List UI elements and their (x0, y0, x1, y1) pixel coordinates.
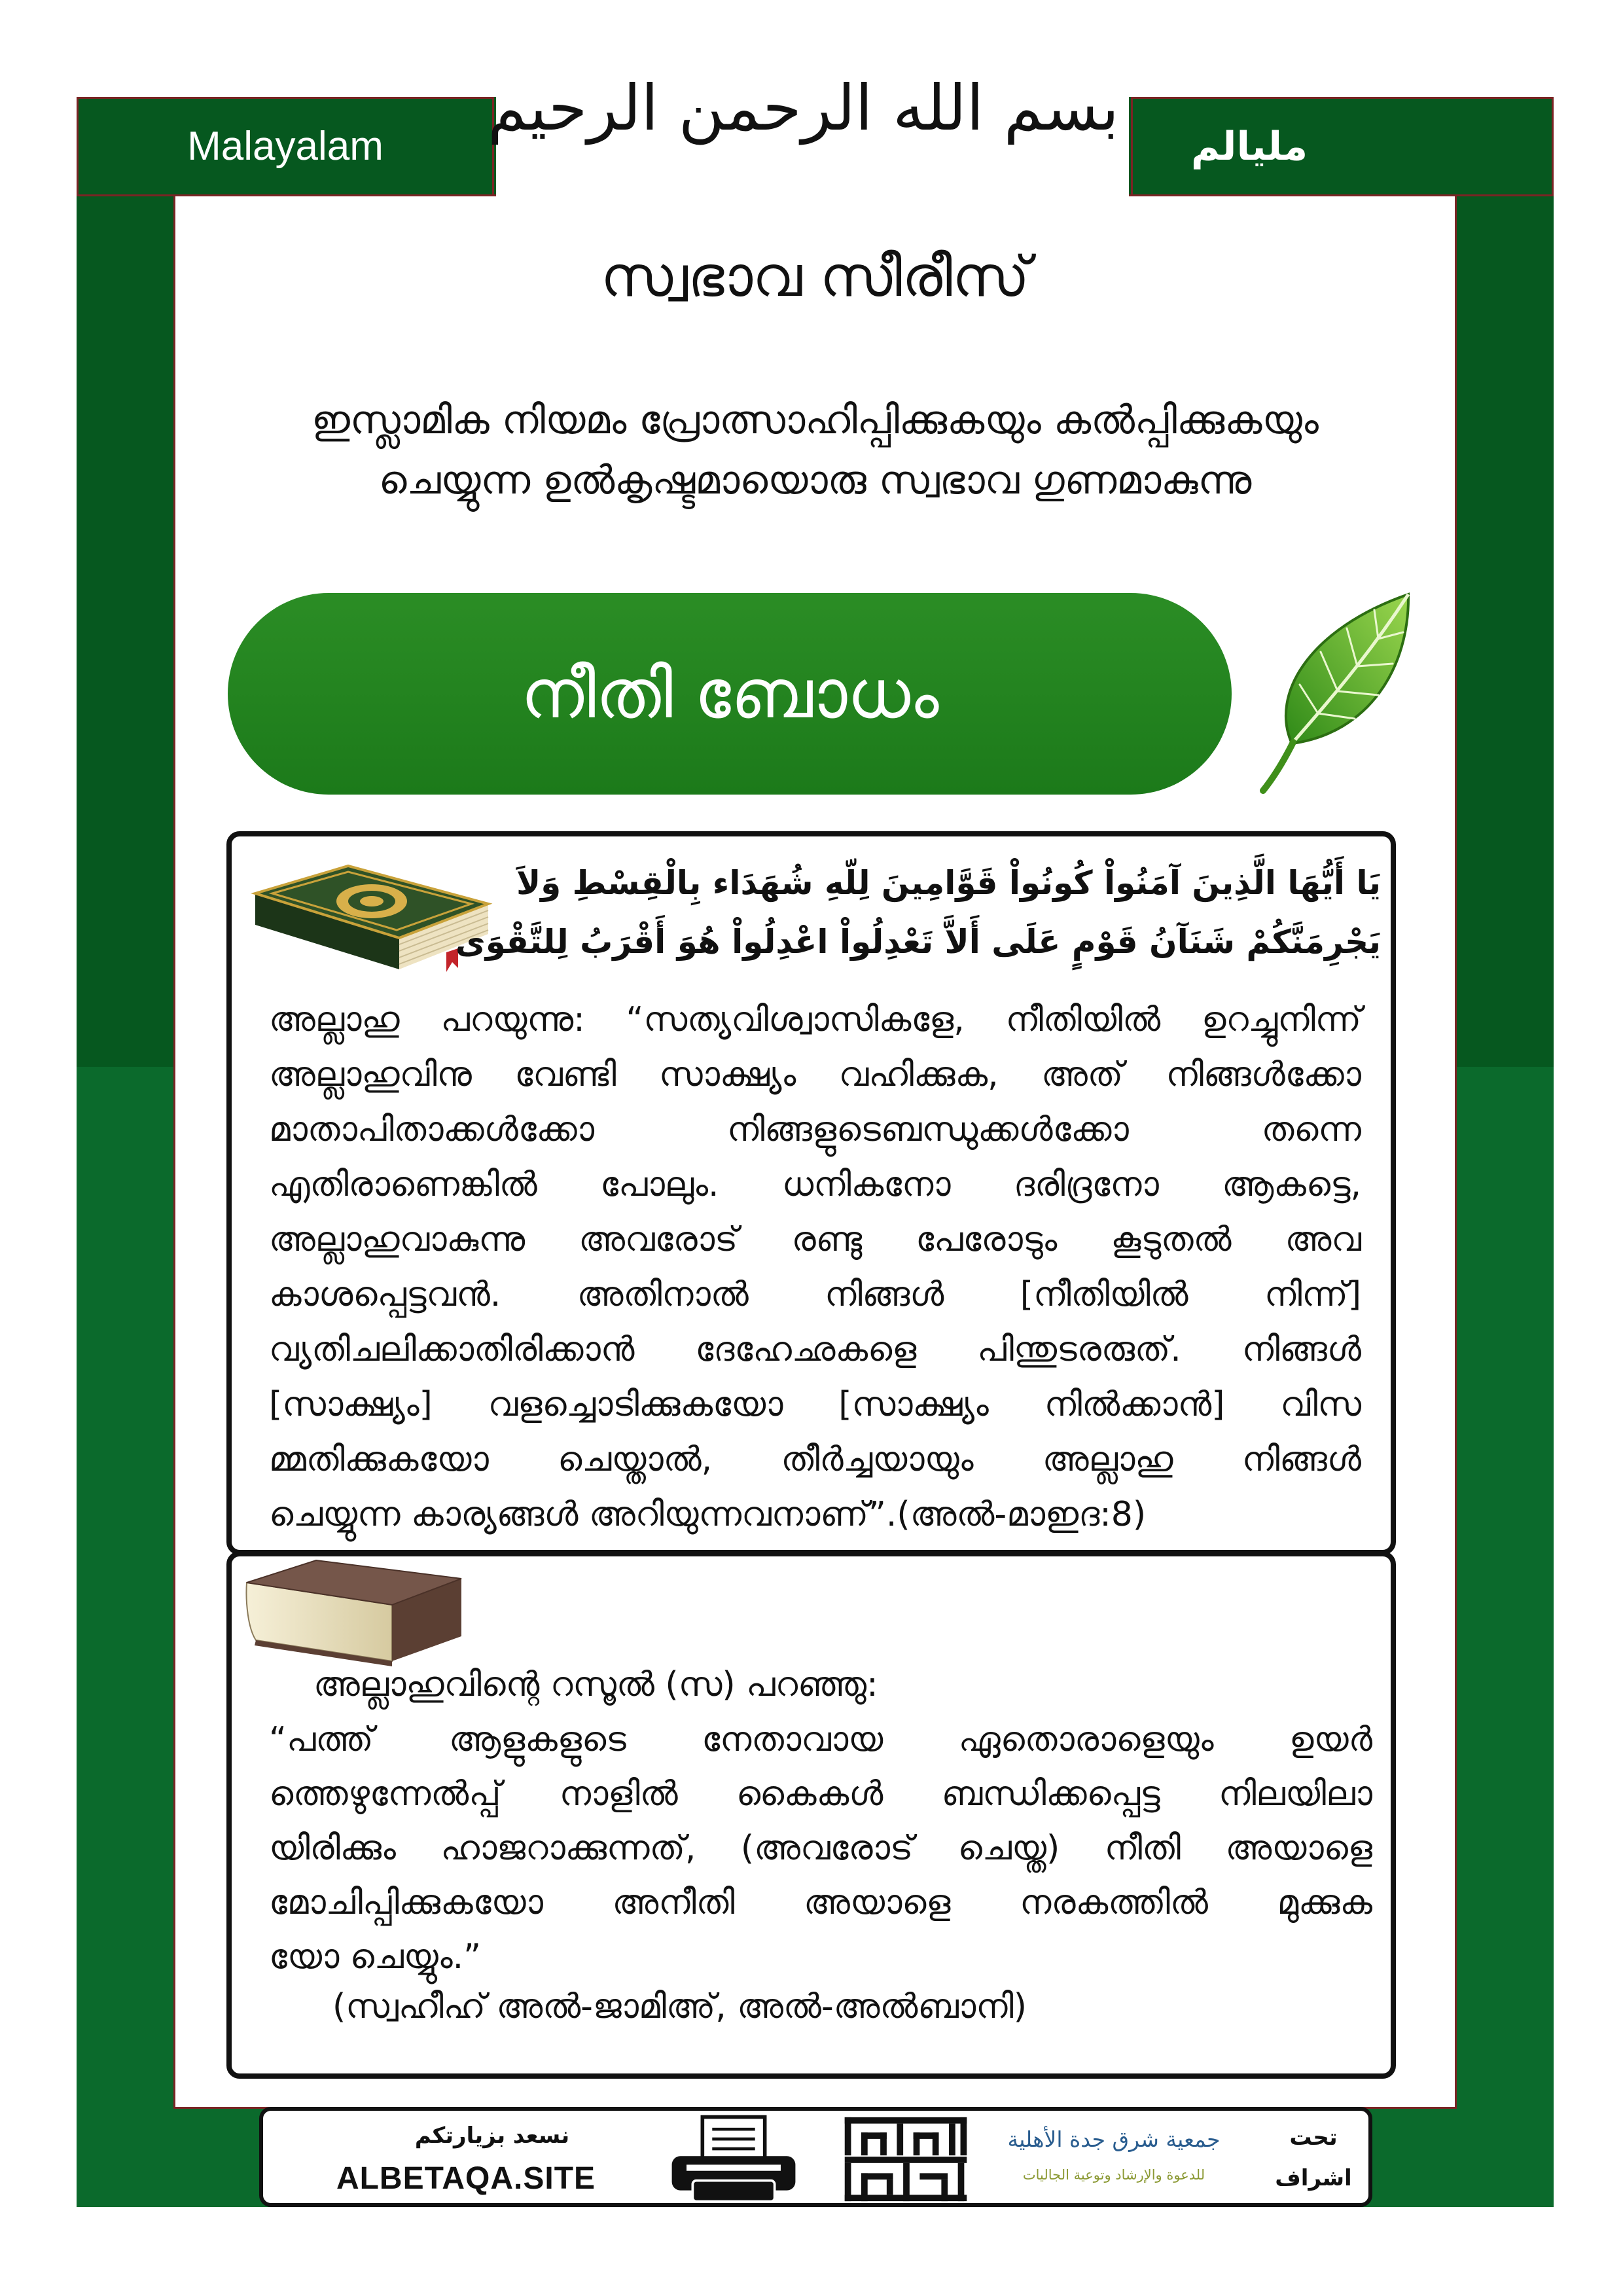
language-label-arabic-box (1131, 97, 1554, 196)
printer-icon (664, 2112, 804, 2206)
translation-line: അല്ലാഹുവിനു വേണ്ടി സാക്ഷ്യം വഹിക്കുക, അത് നിങ്ങൾക്കോ (269, 1055, 1361, 1094)
intro-line: ചെയ്യുന്ന ഉൽകൃഷ്ടമായൊരു സ്വഭാവ ഗുണമാകുന്നു (378, 457, 1252, 503)
intro-line: ഇസ്ലാമിക നിയമം പ്രോത്സാഹിപ്പിക്കുകയും കൽപ്പിക്കുകയും (312, 397, 1319, 443)
hadith-line: ത്തെഴുന്നേൽപ്പ് നാളിൽ കൈകൾ ബന്ധിക്കപ്പെട്ട നിലയിലാ (269, 1774, 1372, 1814)
association-tagline: للدعوة والإرشاد وتوعية الجاليات (1022, 2167, 1205, 2183)
supervision-label: اشراف (1275, 2165, 1352, 2191)
hadith-box (226, 1551, 1396, 2079)
translation-line: മ്മതിക്കുകയോ ചെയ്താൽ, തീർച്ചയായും അല്ലാഹു നിങ്ങൾ (269, 1440, 1361, 1479)
translation-line: കാശപ്പെട്ടവൻ. അതിനാൽ നിങ്ങൾ [നീതിയിൽ നിന്ന്] (269, 1275, 1361, 1314)
book-icon (243, 1556, 463, 1670)
verse-arabic-line: يَجْرِمَنَّكُمْ شَنَآنُ قَوْمٍ عَلَى أَلاَّ تَعْدِلُواْ اعْدِلُواْ هُوَ أَقْرَبُ لِلتَّقْوَى (455, 923, 1381, 961)
association-name: جمعية شرق جدة الأهلية (1007, 2126, 1221, 2152)
hadith-intro: അല്ലാഹുവിന്റെ റസൂൽ (സ) പറഞ്ഞു: (313, 1665, 878, 1704)
topic-banner (228, 593, 1232, 795)
welcome-text: نسعد بزيارتكم (414, 2123, 570, 2149)
translation-line: മാതാപിതാക്കൾക്കോ നിങ്ങളുടെബന്ധുക്കൾക്കോ തന്നെ (269, 1110, 1361, 1149)
translation-line: അല്ലാഹുവാകുന്നു അവരോട് രണ്ടു പേരോടും കൂടുതൽ അവ (269, 1220, 1361, 1259)
hadith-line: യോ ചെയ്യും.” (269, 1937, 482, 1977)
quran-translation (269, 992, 1361, 1542)
dawah-kufic-logo (840, 2115, 971, 2204)
quran-verse-arabic (455, 853, 1381, 971)
leaf-icon (1258, 589, 1412, 795)
intro-text (173, 390, 1457, 511)
hadith-line: “പത്ത് ആളുകളുടെ നേതാവായ ഏതൊരാളെയും ഉയർ (269, 1720, 1372, 1759)
language-label-arabic: مليالم (1190, 124, 1308, 170)
language-label: Malayalam (187, 124, 383, 169)
hadith-source: (സ്വഹീഹ് അൽ-ജാമിഅ്, അൽ-അൽബാനി) (332, 1987, 1027, 2026)
hadith-line: മോചിപ്പിക്കുകയോ അനീതി അയാളെ നരകത്തിൽ മുക്കുക (269, 1883, 1372, 1922)
hadith-text (269, 1713, 1372, 1984)
language-label-box (77, 97, 494, 196)
translation-line: അല്ലാഹു പറയുന്നു: “സത്യവിശ്വാസികളേ, നീതിയിൽ ഉറച്ചുനിന്ന് (269, 1000, 1361, 1039)
footer-bar (259, 2107, 1372, 2207)
bismillah-calligraphy: بسم الله الرحمن الرحيم (488, 71, 1119, 145)
series-title: സ്വഭാവ സീരീസ് (600, 244, 1030, 310)
topic-title: നീതി ബോധം (520, 654, 939, 734)
hadith-line: യിരിക്കും ഹാജറാക്കുന്നത്, (അവരോട് ചെയ്ത) നീതി അയാളെ (269, 1829, 1372, 1868)
translation-line: [സാക്ഷ്യം] വളച്ചൊടിക്കുകയോ [സാക്ഷ്യം നിൽക്കാൻ] വിസ (269, 1385, 1361, 1424)
quran-verse-box (226, 831, 1396, 1555)
site-name: ALBETAQA.SITE (336, 2161, 596, 2196)
translation-line: എതിരാണെങ്കിൽ പോലും. ധനികനോ ദരിദ്രനോ ആകട്ടെ, (269, 1165, 1361, 1204)
verse-arabic-line: يَا أَيُّهَا الَّذِينَ آمَنُواْ كُونُواْ قَوَّامِينَ لِلّهِ شُهَدَاء بِالْقِسْطِ وَلاَ (516, 864, 1381, 902)
supervision-label: تحت (1289, 2125, 1338, 2151)
translation-line: വ്യതിചലിക്കാതിരിക്കാൻ ദേഹേഛകളെ പിന്തുടരരുത്. നിങ്ങൾ (269, 1330, 1361, 1369)
translation-line: ചെയ്യുന്ന കാര്യങ്ങൾ അറിയുന്നവനാണ്”.(അൽ-മാഇദ:8) (269, 1495, 1147, 1534)
